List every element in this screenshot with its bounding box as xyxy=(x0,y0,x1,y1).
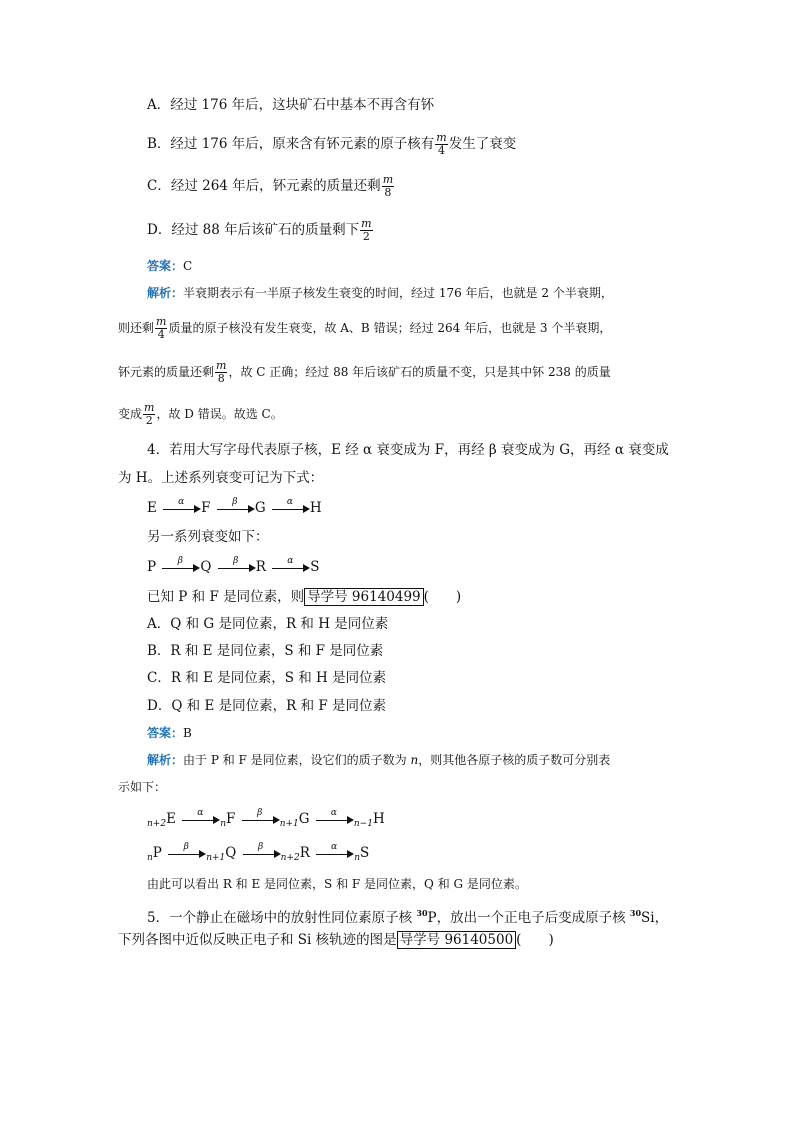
q3-analysis-line-2: 则还剩 $\frac{m}{4}$ 质量的原子核没有发生衰变，故 A、B 错误；经过 264 年后，也就是 3 个半衰期， xyxy=(118,315,612,341)
q4-stem-line-3: 另一系列衰变如下： xyxy=(147,529,269,545)
option-d-text: D．经过 88 年后该矿石的质量剩下 xyxy=(147,222,360,238)
q4-answer: 答案：B xyxy=(147,726,192,740)
analysis-label: 解析： xyxy=(147,286,184,300)
decay-chain-1: E α F β G α H xyxy=(147,496,322,516)
q4-option-d: D．Q 和 E 是同位素，R 和 F 是同位素 xyxy=(147,698,387,714)
q3-answer xyxy=(147,257,192,275)
q4-stem-line-2: 为 H。上述系列衰变可记为下式： xyxy=(118,470,324,486)
decay-chain-2: P β Q β R α S xyxy=(147,555,320,575)
q3-analysis-line-1: 解析：半衰期表示有一半原子核发生衰变的时间，经过 176 年后，也就是 2 个半衰期， xyxy=(147,286,613,300)
decay-chain-2-with-protons: $_n$P β $_{n+1}$Q β $_{n+2}$R α $_n$S xyxy=(147,841,370,863)
option-c xyxy=(147,174,395,199)
option-a: A．经过 176 年后，这块矿石中基本不再含有钚 xyxy=(147,97,435,113)
arrow-icon: α xyxy=(161,500,201,518)
q4-stem-line-4: 已知 P 和 F 是同位素，则 导学号 96140499 ( ) xyxy=(147,589,462,605)
arrow-icon: β xyxy=(160,559,200,577)
fraction-m-over-4: $\frac{m}{4}$ xyxy=(436,131,447,157)
fraction-m-over-8: $\frac{m}{8}$ xyxy=(382,173,394,199)
option-b xyxy=(147,132,516,157)
q4-conclusion: 由此可以看出 R 和 E 是同位素，S 和 F 是同位素，Q 和 G 是同位素。 xyxy=(147,877,527,891)
option-b-text: B．经过 176 年后，原来含有钚元素的原子核有 xyxy=(147,136,435,152)
answer-label: 答案： xyxy=(147,259,184,273)
fraction-m-over-2: $\frac{m}{2}$ xyxy=(144,401,155,427)
q4-analysis-line-2: 示如下： xyxy=(118,780,167,794)
q4-stem-line-1: 4．若用大写字母代表原子核，E 经 α 衰变成为 F，再经 β 衰变成为 G，再经 α 衰变成 xyxy=(147,442,669,458)
option-c-text: C．经过 264 年后，钚元素的质量还剩 xyxy=(147,178,381,194)
q3-analysis-line-3: 钚元素的质量还剩 $\frac{m}{8}$ ，故 C 正确；经过 88 年后该矿石的质量不变，只是其中钚 238 的质量 xyxy=(118,359,611,385)
q4-option-b: B．R 和 E 是同位素，S 和 F 是同位素 xyxy=(147,643,384,659)
q4-option-a: A．Q 和 G 是同位素，R 和 H 是同位素 xyxy=(147,616,389,632)
fraction-m-over-2: $\frac{m}{2}$ xyxy=(361,217,372,243)
reference-number[interactable]: 导学号 96140500 xyxy=(397,931,517,949)
option-b-suffix: 发生了衰变 xyxy=(448,136,517,152)
answer-value: C xyxy=(183,259,193,273)
reference-number[interactable]: 导学号 96140499 xyxy=(304,588,424,606)
q5-stem-line-1: 5．一个静止在磁场中的放射性同位素原子核 $^{30}$P，放出一个正电子后变成原子核 $^{30}$Si， xyxy=(147,908,669,926)
fraction-m-over-4: $\frac{m}{4}$ xyxy=(156,315,167,341)
decay-chain-1-with-protons: $_{n+2}$E α $_n$F β $_{n+1}$G α $_{n-1}$H xyxy=(147,807,385,829)
arrow-icon: α xyxy=(314,845,354,863)
arrow-icon: β xyxy=(216,559,256,577)
arrow-icon: β xyxy=(215,500,255,518)
arrow-icon: β xyxy=(166,845,206,863)
q4-analysis-line-1: 解析：由于 P 和 F 是同位素，设它们的质子数为 n，则其他各原子核的质子数可分别表 xyxy=(147,753,611,767)
q4-option-c: C．R 和 E 是同位素，S 和 H 是同位素 xyxy=(147,670,387,686)
arrow-icon: α xyxy=(180,811,220,829)
arrow-icon: α xyxy=(270,500,310,518)
fraction-m-over-8: $\frac{m}{8}$ xyxy=(216,359,227,385)
q3-analysis-line-4: 变成 $\frac{m}{2}$ ，故 D 错误。故选 C。 xyxy=(118,401,283,427)
arrow-icon: β xyxy=(240,811,280,829)
option-d xyxy=(147,218,374,243)
arrow-icon: α xyxy=(314,811,354,829)
arrow-icon: α xyxy=(270,559,310,577)
arrow-icon: β xyxy=(241,845,281,863)
q5-stem-line-2: 下列各图中近似反映正电子和 Si 核轨迹的图是 导学号 96140500 ( ) xyxy=(118,932,554,948)
